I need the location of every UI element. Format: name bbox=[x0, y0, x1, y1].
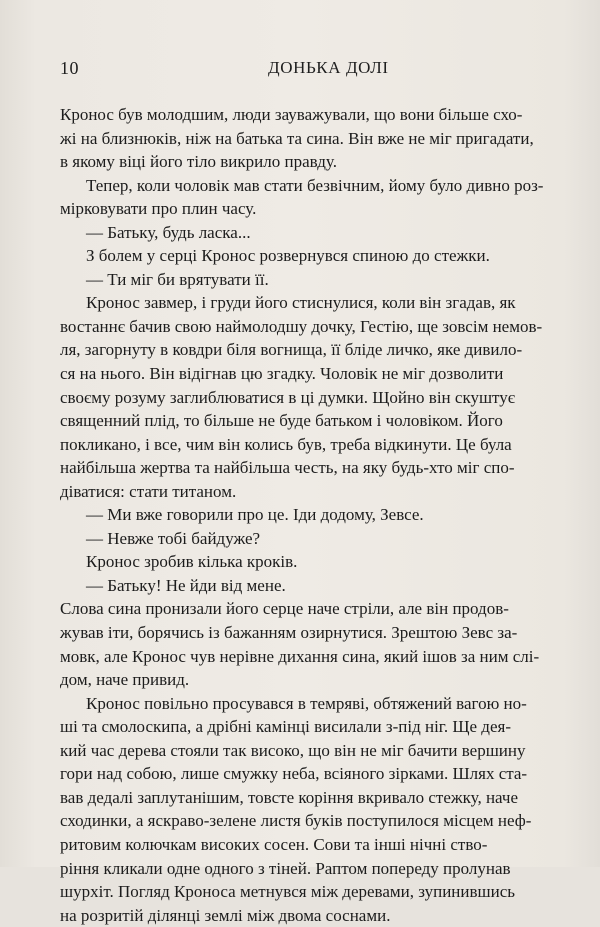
text-line: Тепер, коли чоловік мав стати безвічним, йому було дивно роз- bbox=[86, 175, 544, 195]
text-line: своєму розуму заглиблюватися в ці думки. Щойно він скуштує bbox=[60, 387, 516, 407]
text-line: ші та смолоскипа, а дрібні камінці висилали з-під ніг. Ще дея- bbox=[60, 717, 511, 737]
text-line: ля, загорнуту в ковдри біля вогнища, її бліде личко, яке дивило- bbox=[60, 340, 523, 360]
text-line: покликано, і все, чим він колись був, треба відкинути. Це була bbox=[60, 434, 512, 454]
text-line: ся на нього. Він відігнав цю згадку. Чоловік не міг дозволити bbox=[60, 364, 504, 384]
running-title: ДОНЬКА ДОЛІ bbox=[268, 58, 389, 77]
text-line: Слова сина пронизали його серце наче стріли, але він продов- bbox=[60, 599, 509, 619]
text-line: дом, наче привид. bbox=[60, 670, 190, 690]
text-line: ритовим колючкам високих сосен. Сови та інші нічні ство- bbox=[60, 834, 488, 854]
text-line: діватися: стати титаном. bbox=[60, 481, 237, 501]
text-line: — Невже тобі байдуже? bbox=[86, 528, 261, 548]
text-line: Кронос повільно просувався в темряві, обтяжений вагою но- bbox=[86, 693, 527, 713]
text-line: З болем у серці Кронос розвернувся спиною до стежки. bbox=[86, 246, 490, 266]
text-line: мірковувати про плин часу. bbox=[60, 199, 257, 219]
text-line: священний плід, то більше не буде батьком і чоловіком. Його bbox=[60, 411, 503, 431]
text-line: мовк, але Кронос чув нерівне дихання сина, який ішов за ним слі- bbox=[60, 646, 540, 666]
text-line: — Ми вже говорили про це. Іди додому, Зевсе. bbox=[86, 505, 424, 525]
text-line: жував іти, борячись із бажанням озирнутися. Зрештою Зевс за- bbox=[60, 623, 518, 643]
page-header bbox=[60, 58, 530, 82]
text-line: гори над собою, лише смужку неба, всіяного зірками. Шлях ста- bbox=[60, 764, 528, 784]
page-number: 10 bbox=[60, 58, 79, 78]
text-line: — Ти міг би врятувати її. bbox=[86, 269, 269, 289]
text-line: востаннє бачив свою наймолодшу дочку, Гестію, ще зовсім немов- bbox=[60, 316, 543, 336]
text-line: Кронос зробив кілька кроків. bbox=[86, 552, 298, 572]
text-line: в якому віці його тіло викрило правду. bbox=[60, 152, 337, 172]
text-line: Кронос був молодшим, люди зауважували, що вони більше схо- bbox=[60, 105, 523, 124]
text-line: кий час дерева стояли так високо, що він не міг бачити вершину bbox=[60, 740, 526, 760]
text-line: сходинки, а яскраво-зелене листя буків поступилося місцем неф- bbox=[60, 811, 532, 831]
text-line: на розритій ділянці землі між двома соснами. bbox=[60, 905, 391, 925]
text-line: Кронос завмер, і груди його стиснулися, коли він згадав, як bbox=[86, 293, 516, 313]
text-line: вав дедалі заплутанішим, товсте коріння вкривало стежку, наче bbox=[60, 787, 519, 807]
text-line: — Батьку! Не йди від мене. bbox=[86, 575, 286, 595]
text-line: шурхіт. Погляд Кроноса метнувся між деревами, зупинившись bbox=[60, 882, 516, 902]
text-line: ріння кликали одне одного з тіней. Раптом попереду пролунав bbox=[60, 858, 511, 878]
text-line: найбільша жертва та найбільша честь, на яку будь-хто міг спо- bbox=[60, 458, 515, 478]
text-line: жі на близнюків, ніж на батька та сина. Він вже не міг пригадати, bbox=[60, 128, 534, 148]
body-text bbox=[60, 103, 545, 927]
text-line: — Батьку, будь ласка... bbox=[86, 222, 251, 242]
